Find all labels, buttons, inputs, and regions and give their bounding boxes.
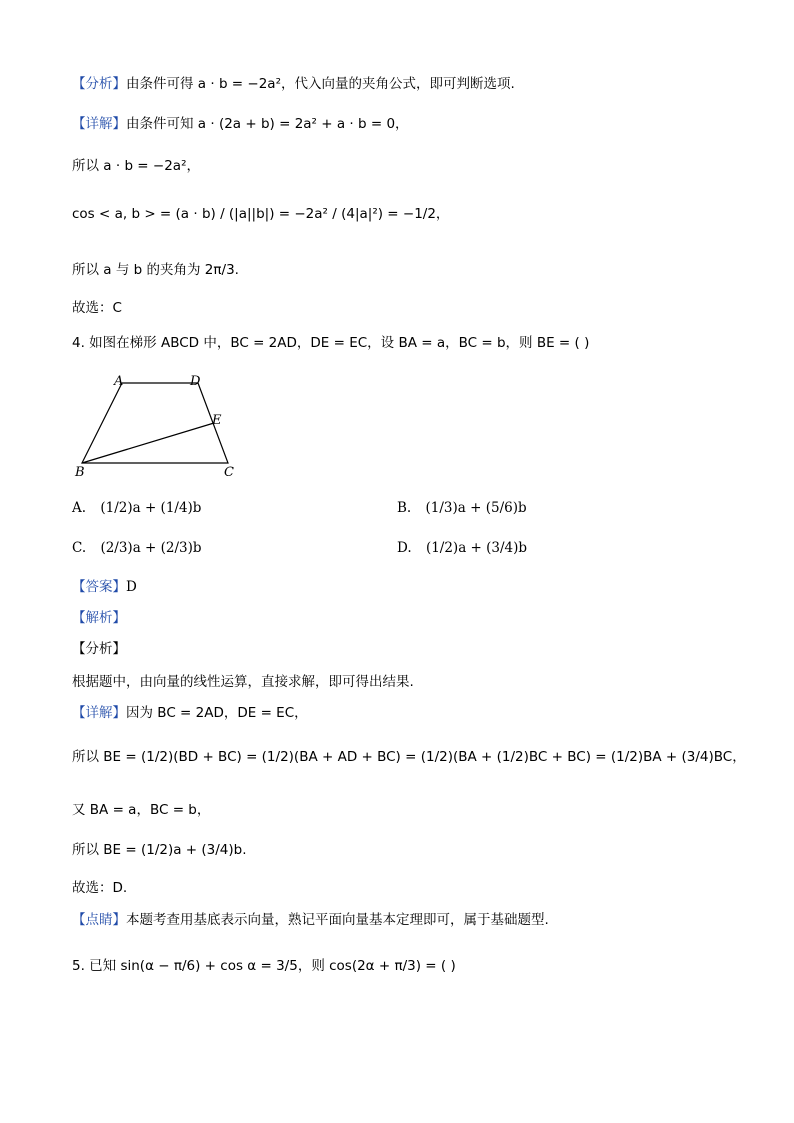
option-b: [397, 500, 527, 516]
analysis-text: 由条件可得 a · b = −2a²，代入向量的夹角公式，即可判断选项.: [126, 76, 515, 92]
q4-comment-line: [72, 910, 549, 930]
q4-analysis-text: 根据题中，由向量的线性运算，直接求解，即可得出结果.: [72, 674, 414, 690]
segment-be: [82, 423, 214, 463]
answer-tag: 【答案】: [72, 579, 126, 595]
option-d-text: (1/2)a + (3/4)b: [425, 540, 528, 556]
trapezoid-outline: [82, 383, 228, 463]
q3-detail-line: [72, 114, 409, 134]
analysis-tag: 【分析】: [72, 76, 126, 92]
q3-choice: 故选：C: [72, 300, 122, 316]
solution-tag: 【解析】: [72, 610, 126, 626]
option-d-key: D.: [397, 540, 412, 556]
comment-tag: 【点睛】: [72, 912, 126, 928]
label-b: B: [75, 465, 85, 480]
q4-solution-line: [72, 608, 126, 628]
q3-step-2: cos < a, b > = (a · b) / (|a||b|) = −2a² / (4|a|²) = −1/2，: [72, 206, 450, 222]
q4-detail-text: 因为 BC = 2AD，DE = EC，: [126, 705, 308, 721]
q4-analysis-tag-line: [72, 639, 126, 659]
q3-step-3: 所以 a 与 b 的夹角为 2π/3.: [72, 262, 239, 278]
answer-value: D: [126, 579, 137, 595]
option-a: [72, 500, 201, 516]
option-b-key: B.: [397, 500, 412, 516]
q4-analysis-tag: 【分析】: [72, 641, 126, 657]
option-b-text: (1/3)a + (5/6)b: [425, 500, 527, 516]
trapezoid-figure: [72, 370, 252, 484]
q4-detail-line: [72, 703, 308, 723]
q4-step-2: 又 BA = a，BC = b，: [72, 802, 211, 818]
label-d: D: [190, 374, 201, 389]
q3-analysis-line: [72, 74, 515, 94]
option-c-key: C.: [72, 540, 87, 556]
label-a: A: [114, 374, 124, 389]
q4-detail-tag: 【详解】: [72, 705, 126, 721]
option-d: [397, 540, 527, 556]
q4-step-1: 所以 BE = (1/2)(BD + BC) = (1/2)(BA + AD + BC) = (1/2)(BA + (1/2)BC + BC) = (1/2)BA + (3/4)BC，: [72, 749, 746, 765]
label-c: C: [224, 465, 234, 480]
trapezoid-diagram: [72, 370, 252, 480]
q5-stem: 5. 已知 sin(α − π/6) + cos α = 3/5，则 cos(2α + π/3) = ( ): [72, 958, 456, 974]
label-e: E: [212, 413, 222, 428]
option-a-key: A.: [72, 500, 87, 516]
detail-tag: 【详解】: [72, 116, 126, 132]
q4-step-3: 所以 BE = (1/2)a + (3/4)b.: [72, 842, 247, 858]
detail-text: 由条件可知 a · (2a + b) = 2a² + a · b = 0，: [126, 116, 409, 132]
q4-stem: 4. 如图在梯形 ABCD 中，BC = 2AD，DE = EC，设 BA = a，BC = b，则 BE = ( ): [72, 335, 590, 351]
option-a-text: (1/2)a + (1/4)b: [100, 500, 202, 516]
option-c: [72, 540, 202, 556]
q4-choice: 故选：D.: [72, 880, 128, 896]
comment-text: 本题考查用基底表示向量，熟记平面向量基本定理即可，属于基础题型.: [126, 912, 549, 928]
q3-step-1: 所以 a · b = −2a²，: [72, 158, 200, 174]
option-c-text: (2/3)a + (2/3)b: [100, 540, 202, 556]
q4-answer-line: [72, 577, 137, 597]
